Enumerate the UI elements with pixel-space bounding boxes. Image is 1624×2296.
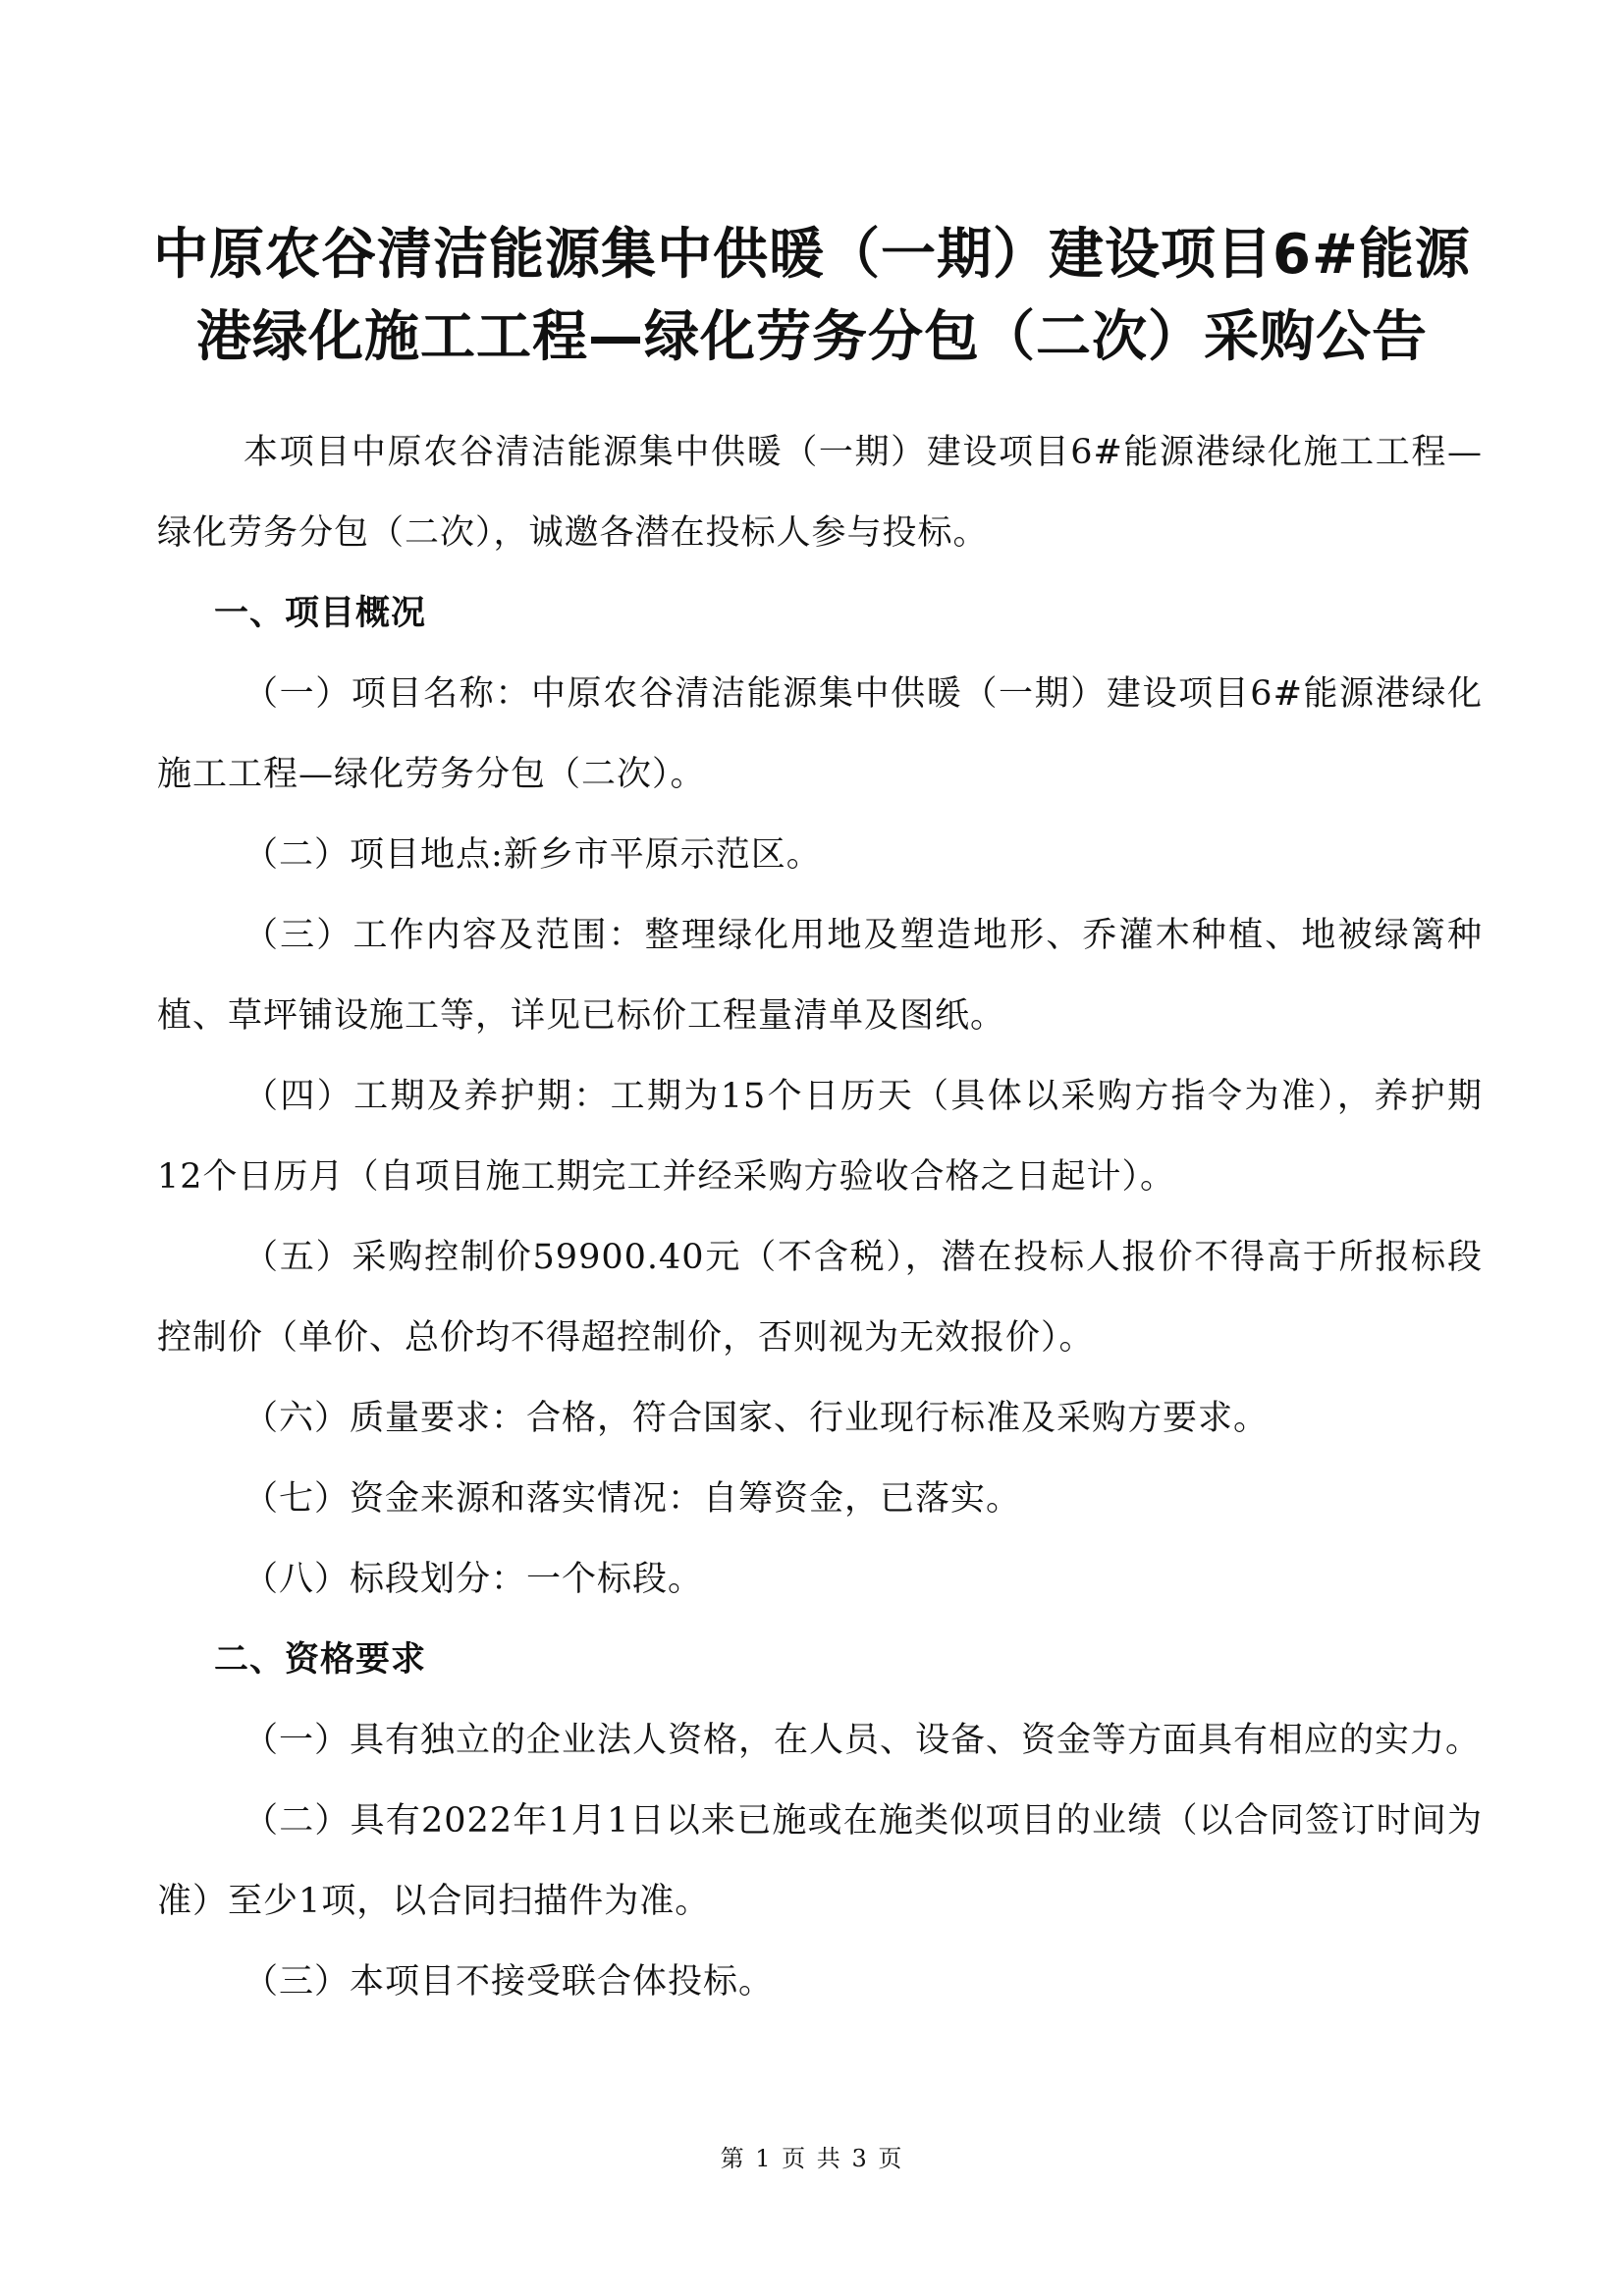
control-price-paragraph: （五）采购控制价59900.40元（不含税），潜在投标人报价不得高于所报标段控制价（单价、总价均不得超控制价，否则视为无效报价）。 [157,1238,1483,1358]
qualification-consortium-paragraph: （三）本项目不接受联合体投标。 [244,1962,775,2002]
project-location-paragraph: （二）项目地点:新乡市平原示范区。 [244,835,822,875]
section-heading-project-overview: 一、项目概况 [214,594,427,633]
funding-paragraph: （七）资金来源和落实情况：自筹资金，已落实。 [244,1479,1022,1519]
qualification-experience-paragraph: （二）具有2022年1月1日以来已施或在施类似项目的业绩（以合同签订时间为准）至少1项，以合同扫描件为准。 [157,1801,1483,1921]
document-body [157,412,1483,2022]
work-scope-paragraph: （三）工作内容及范围：整理绿化用地及塑造地形、乔灌木种植、地被绿篱种植、草坪铺设施工等，详见已标价工程量清单及图纸。 [157,916,1483,1036]
page-number-footer: 第 1 页 共 3 页 [720,2145,904,2172]
section-heading-qualifications: 二、资格要求 [214,1640,427,1680]
qualification-legal-entity-paragraph: （一）具有独立的企业法人资格，在人员、设备、资金等方面具有相应的实力。 [244,1721,1482,1760]
intro-paragraph: 本项目中原农谷清洁能源集中供暖（一期）建设项目6#能源港绿化施工工程—绿化劳务分包（二次），诚邀各潜在投标人参与投标。 [157,433,1483,553]
schedule-paragraph: （四）工期及养护期：工期为15个日历天（具体以采购方指令为准），养护期12个日历月（自项目施工期完工并经采购方验收合格之日起计）。 [157,1077,1483,1197]
title-line-1: 中原农谷清洁能源集中供暖（一期）建设项目6#能源 [153,223,1471,287]
document-title [137,214,1487,379]
project-name-paragraph: （一）项目名称：中原农谷清洁能源集中供暖（一期）建设项目6#能源港绿化施工工程—绿化劳务分包（二次）。 [157,674,1483,794]
lot-division-paragraph: （八）标段划分：一个标段。 [244,1560,704,1599]
quality-paragraph: （六）质量要求：合格，符合国家、行业现行标准及采购方要求。 [244,1399,1270,1438]
title-line-2: 港绿化施工工程—绿化劳务分包（二次）采购公告 [196,305,1428,369]
